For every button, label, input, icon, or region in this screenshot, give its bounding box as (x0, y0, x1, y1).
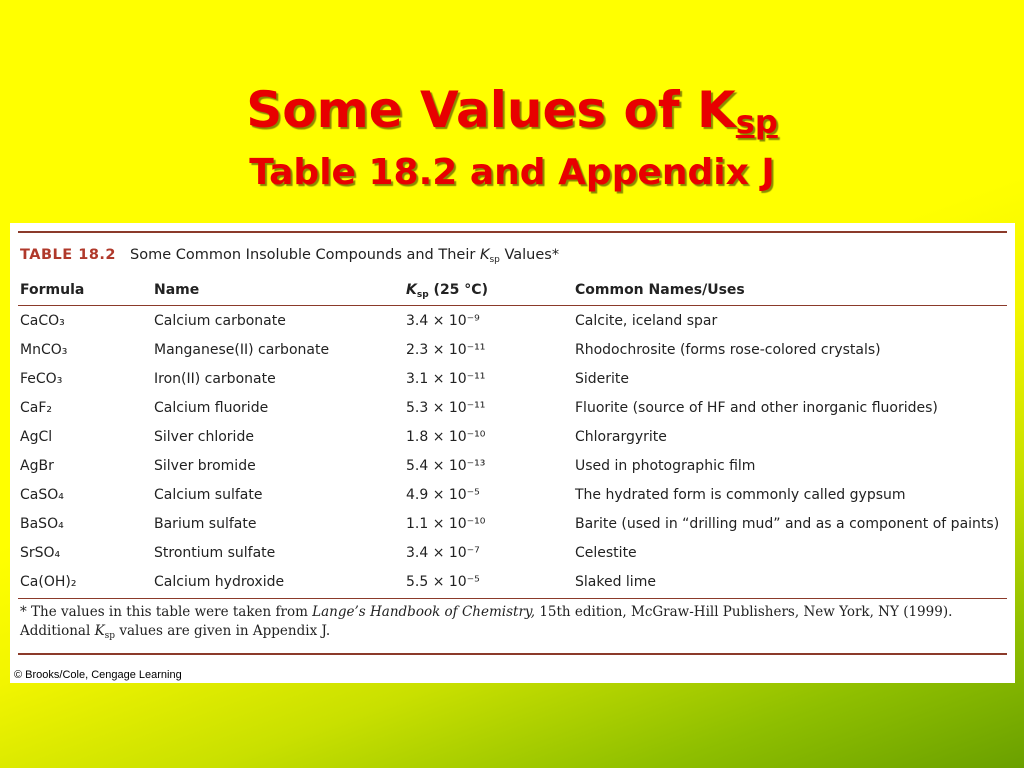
cell-ksp: 1.8 × 10⁻¹⁰ (406, 429, 486, 445)
table-row (10, 568, 1015, 597)
cell-name: Manganese(II) carbonate (154, 342, 330, 358)
footnote-book-title: Lange’s Handbook of Chemistry, (312, 604, 536, 620)
cell-uses: Used in photographic film (575, 458, 756, 474)
caption-text: Some Common Insoluble Compounds and Their (130, 247, 480, 263)
cell-uses: Chlorargyrite (575, 429, 667, 445)
footnote-text-end: 15th edition, McGraw-Hill Publishers, New York, NY (1999). (535, 604, 953, 620)
table-image-panel (10, 223, 1015, 683)
cell-formula: CaCO₃ (20, 313, 65, 329)
cell-formula: Ca(OH)₂ (20, 574, 77, 590)
table-row (10, 423, 1015, 452)
table-row (10, 539, 1015, 568)
caption-text-end: Values* (499, 247, 560, 263)
cell-name: Iron(II) carbonate (154, 371, 276, 387)
header-ksp-k: K (406, 282, 417, 298)
cell-uses: Fluorite (source of HF and other inorganic fluorides) (575, 400, 938, 416)
footnote-k-sub: sp (104, 631, 116, 641)
cell-formula: FeCO₃ (20, 371, 63, 387)
cell-ksp: 3.4 × 10⁻⁹ (406, 313, 480, 329)
cell-formula: CaSO₄ (20, 487, 64, 503)
table-row (10, 481, 1015, 510)
cell-uses: Celestite (575, 545, 637, 561)
title-subscript: sp (735, 103, 778, 141)
table-footnote (20, 603, 1010, 646)
slide-title (0, 80, 1024, 194)
slide-subtitle: Table 18.2 and Appendix J (249, 152, 775, 193)
cell-name: Calcium sulfate (154, 487, 263, 503)
footnote2-text-end: values are given in Appendix J. (115, 623, 331, 639)
header-rule (18, 305, 1007, 306)
table-row (10, 336, 1015, 365)
cell-formula: AgBr (20, 458, 54, 474)
header-name: Name (154, 282, 200, 298)
cell-ksp: 3.1 × 10⁻¹¹ (406, 371, 486, 387)
footnote-k: K (94, 623, 105, 639)
cell-ksp: 2.3 × 10⁻¹¹ (406, 342, 486, 358)
header-ksp-temp: (25 °C) (428, 282, 488, 298)
table-bottom-rule (18, 598, 1007, 599)
cell-ksp: 1.1 × 10⁻¹⁰ (406, 516, 486, 532)
title-text: Some Values of K (246, 81, 736, 139)
cell-formula: CaF₂ (20, 400, 53, 416)
header-formula: Formula (20, 282, 85, 298)
cell-uses: Slaked lime (575, 574, 656, 590)
header-ksp (406, 282, 488, 300)
table-row (10, 394, 1015, 423)
table-top-rule (18, 231, 1007, 233)
caption-k: K (479, 247, 490, 263)
cell-uses: Barite (used in “drilling mud” and as a component of paints) (575, 516, 1000, 532)
cell-uses: Rhodochrosite (forms rose-colored crystals) (575, 342, 881, 358)
copyright-credit: © Brooks/Cole, Cengage Learning (14, 669, 182, 681)
table-caption (20, 247, 559, 265)
cell-uses: Siderite (575, 371, 630, 387)
cell-ksp: 3.4 × 10⁻⁷ (406, 545, 480, 561)
footnote2-text: Additional (20, 623, 95, 639)
footnote-line-2 (20, 622, 1010, 646)
cell-uses: Calcite, iceland spar (575, 313, 718, 329)
cell-name: Calcium hydroxide (154, 574, 285, 590)
cell-formula: SrSO₄ (20, 545, 61, 561)
header-uses: Common Names/Uses (575, 282, 745, 298)
cell-name: Strontium sulfate (154, 545, 276, 561)
cell-ksp: 5.4 × 10⁻¹³ (406, 458, 486, 474)
cell-uses: The hydrated form is commonly called gypsum (575, 487, 906, 503)
caption-k-sub: sp (489, 255, 500, 265)
cell-name: Silver chloride (154, 429, 254, 445)
header-ksp-sub: sp (416, 290, 429, 300)
cell-name: Barium sulfate (154, 516, 257, 532)
cell-name: Calcium fluoride (154, 400, 269, 416)
footnote-line-1 (20, 603, 1010, 622)
cell-name: Calcium carbonate (154, 313, 286, 329)
cell-ksp: 5.5 × 10⁻⁵ (406, 574, 480, 590)
cell-formula: MnCO₃ (20, 342, 68, 358)
table-row (10, 452, 1015, 481)
cell-ksp: 5.3 × 10⁻¹¹ (406, 400, 486, 416)
cell-ksp: 4.9 × 10⁻⁵ (406, 487, 480, 503)
cell-name: Silver bromide (154, 458, 256, 474)
cell-formula: AgCl (20, 429, 53, 445)
table-row (10, 307, 1015, 336)
footnote-text: * The values in this table were taken from (20, 604, 313, 620)
table-row (10, 510, 1015, 539)
table-end-rule (18, 653, 1007, 655)
table-row (10, 365, 1015, 394)
cell-formula: BaSO₄ (20, 516, 64, 532)
slide-title-main (0, 80, 1024, 152)
table-number: TABLE 18.2 (20, 247, 117, 263)
